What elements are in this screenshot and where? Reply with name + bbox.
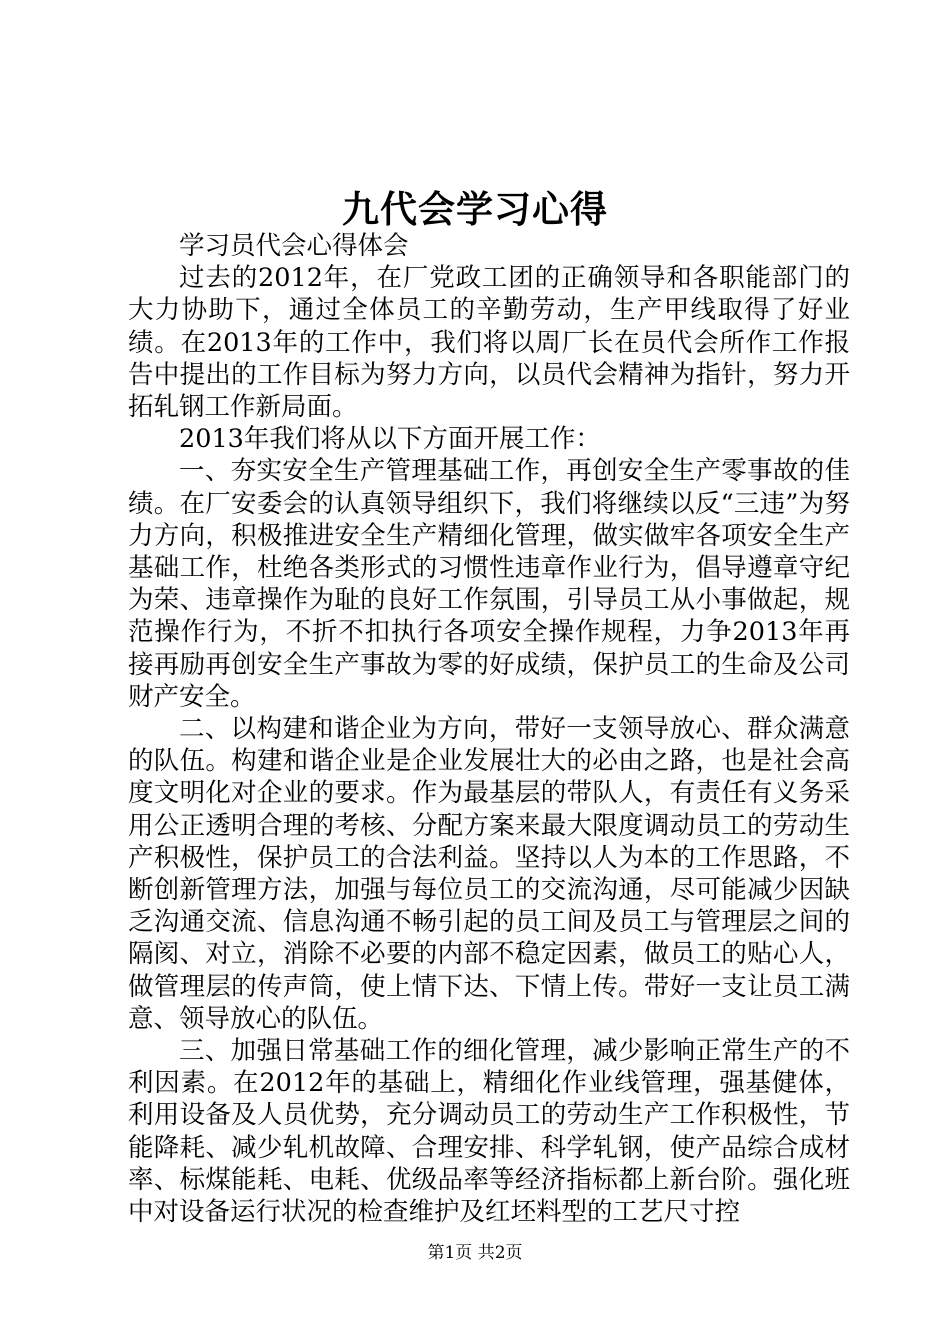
paragraph: 过去的2012年，在厂党政工团的正确领导和各职能部门的大力协助下，通过全体员工的辛勤劳动，生产甲线取得了好业绩。在2013年的工作中，我们将以周厂长在员代会所作工作报告中提出的工作目标为努力方向，以员代会精神为指针，努力开拓轧钢工作新局面。 (128, 263, 850, 423)
document-subtitle: 学习员代会心得体会 (179, 231, 409, 261)
page-number: 第1页 共2页 (427, 1243, 523, 1263)
paragraph: 2013年我们将从以下方面开展工作： (179, 424, 601, 455)
document-body (128, 230, 850, 1228)
document-title: 九代会学习心得 (342, 187, 608, 231)
paragraph: 一、夯实安全生产管理基础工作，再创安全生产零事故的佳绩。在厂安委会的认真领导组织下，我们将继续以反“三违”为努力方向，积极推进安全生产精细化管理，做实做牢各项安全生产基础工作，杜绝各类形式的习惯性违章作业行为，倡导遵章守纪为荣、违章操作为耻的良好工作氛围，引导员工从小事做起，规范操作行为，不折不扣执行各项安全操作规程，力争2013年再接再励再创安全生产事故为零的好成绩，保护员工的生命及公司财产安全。 (128, 456, 850, 712)
paragraph: 二、以构建和谐企业为方向，带好一支领导放心、群众满意的队伍。构建和谐企业是企业发展壮大的必由之路，也是社会高度文明化对企业的要求。作为最基层的带队人，有责任有义务采用公正透明合理的考核、分配方案来最大限度调动员工的劳动生产积极性，保护员工的合法利益。坚持以人为本的工作思路，不断创新管理方法，加强与每位员工的交流沟通，尽可能减少因缺乏沟通交流、信息沟通不畅引起的员工间及员工与管理层之间的隔阂、对立，消除不必要的内部不稳定因素，做员工的贴心人，做管理层的传声筒，使上情下达、下情上传。带好一支让员工满意、领导放心的队伍。 (128, 714, 850, 1034)
paragraph: 三、加强日常基础工作的细化管理，减少影响正常生产的不利因素。在2012年的基础上，精细化作业线管理，强基健体，利用设备及人员优势，充分调动员工的劳动生产工作积极性，节能降耗、减少轧机故障、合理安排、科学轧钢，使产品综合成材率、标煤能耗、电耗、优级品率等经济指标都上新台阶。强化班中对设备运行状况的检查维护及红坯料型的工艺尺寸控 (128, 1036, 850, 1228)
